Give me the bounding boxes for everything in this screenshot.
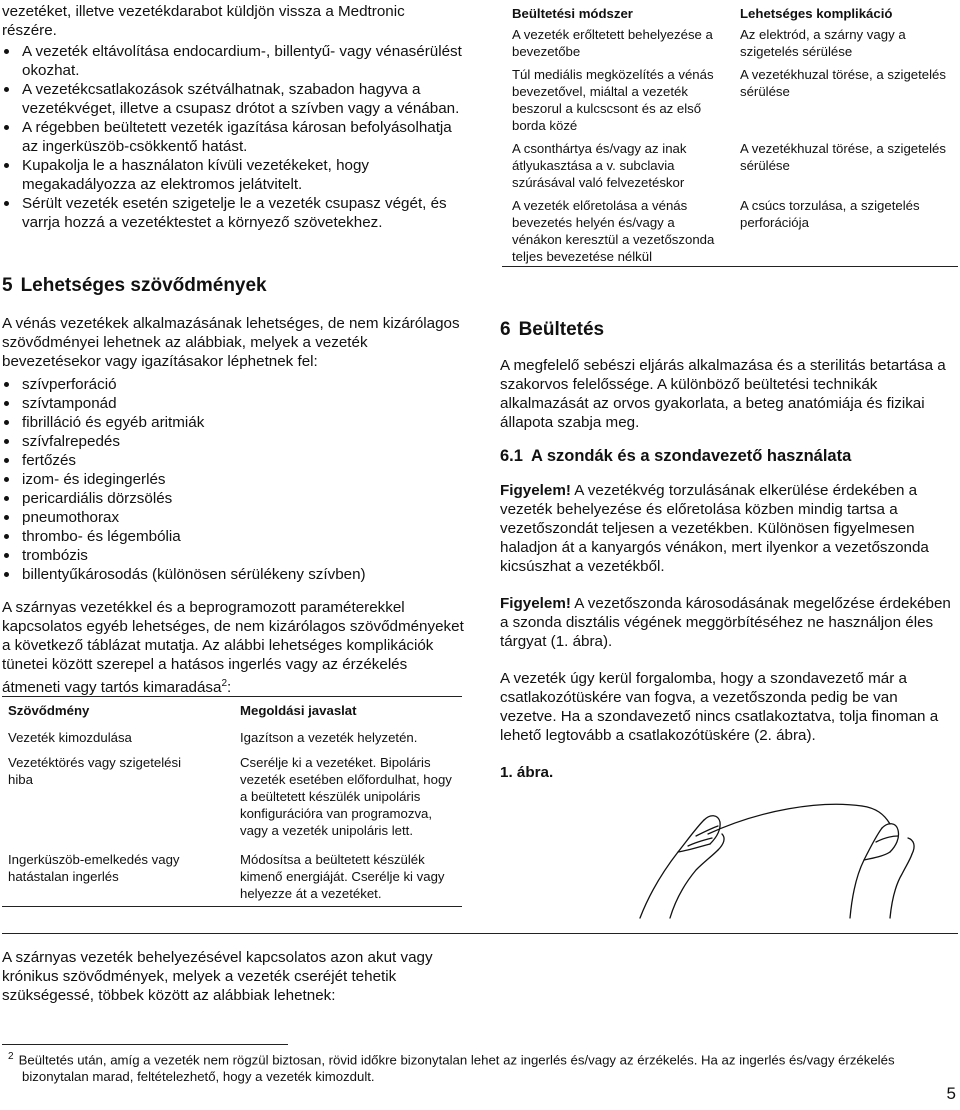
table-cell: A vezeték előretolása a vénás bevezetés helyén és/vagy a vénákon keresztül a vezetőszonda teljes bevezetése nélkül bbox=[512, 198, 715, 264]
page-number: 5 bbox=[946, 1084, 956, 1103]
table-header: Beültetési módszer bbox=[512, 6, 633, 21]
section-6 bbox=[500, 318, 958, 782]
footnote-rule bbox=[2, 1044, 288, 1045]
complications-table bbox=[8, 702, 458, 906]
list-item: szívtamponád bbox=[2, 394, 464, 413]
table-row bbox=[512, 66, 956, 140]
table-cell: A csonthártya és/vagy az inak átlyukasztása a v. subclavia szúrásával való felvezetéskor bbox=[512, 141, 687, 190]
table-cell: A vezetékhuzal törése, a szigetelés sérülése bbox=[740, 141, 946, 173]
table-header: Lehetséges komplikáció bbox=[740, 6, 893, 21]
complications-list bbox=[2, 375, 464, 584]
list-item: szívfalrepedés bbox=[2, 432, 464, 451]
table-row bbox=[512, 197, 956, 267]
list-item: A vezetékcsatlakozások szétválhatnak, szabadon hagyva a vezetékvéget, illetve a csupasz drótot a szívben vagy a vénában. bbox=[2, 80, 464, 118]
figure-label: 1. ábra. bbox=[500, 764, 554, 781]
list-item: Kupakolja le a használaton kívüli vezetékeket, hogy megakadályozza az elektromos jelátvitelt. bbox=[2, 156, 464, 194]
table-header: Szövődmény bbox=[8, 703, 90, 718]
footnote-paragraph bbox=[2, 1048, 958, 1085]
section-title: Lehetséges szövődmények bbox=[20, 275, 267, 296]
bottom-paragraph-block bbox=[2, 948, 464, 1005]
table-cell: Cserélje ki a vezetéket. Bipoláris vezeték esetében előfordulhat, hogy a beültetett készülék unipoláris konfigurációra van programozva, vagy a vezeték unipoláris lett. bbox=[240, 755, 452, 838]
warning-paragraph bbox=[500, 481, 958, 576]
table-cell: A vezetékhuzal törése, a szigetelés sérülése bbox=[740, 67, 946, 99]
section-title: Beültetés bbox=[518, 319, 605, 340]
table-top-rule bbox=[2, 696, 462, 697]
table-cell: A vezeték erőltetett behelyezése a bevezetőbe bbox=[512, 27, 713, 59]
table-header-row bbox=[8, 702, 458, 725]
section-number: 5 bbox=[2, 275, 13, 296]
paragraph-end: : bbox=[227, 679, 232, 697]
section-heading bbox=[2, 274, 464, 298]
subsection-heading bbox=[500, 446, 958, 467]
paragraph-text: A szárnyas vezetékkel és a beprogramozott paraméterekkel kapcsolatos egyéb lehetséges, de nem kizárólagos szövődményeket a következő táblázat mutatja. Az alábbi lehetséges komplikációk tünetei között szerepel a hatásos ingerlés vagy az érzékelés átmeneti vagy tartós kimaradása bbox=[2, 599, 464, 697]
table-header: Megoldási javaslat bbox=[240, 703, 357, 718]
footnote-text: Beültetés után, amíg a vezeték nem rögzül biztosan, rövid időkre bizonytalan lehet az ingerlés és/vagy az érzékelés. Ha az ingerlés és/vagy érzékelés bizonytalan marad, feltételezhető, hogy a vezeték kimozdult. bbox=[18, 1052, 895, 1085]
bottom-separator bbox=[2, 933, 958, 934]
list-item: A vezeték eltávolítása endocardium-, billentyű- vagy vénasérülést okozhat. bbox=[2, 42, 464, 80]
list-item: trombózis bbox=[2, 546, 464, 565]
footnote-ref: 2 bbox=[221, 678, 228, 689]
table-cell: Vezeték kimozdulása bbox=[8, 730, 132, 745]
section-paragraph: A megfelelő sebészi eljárás alkalmazása és a sterilitás betartása a szakorvos felelőssége. A különböző beültetési technikák alkalmazását az orvos gyakorlata, a beteg anatómiája és fizikai állapota szabja meg. bbox=[500, 357, 946, 431]
table-bottom-rule bbox=[2, 906, 462, 907]
intro-line: részére. bbox=[2, 22, 57, 39]
list-item: szívperforáció bbox=[2, 375, 464, 394]
table-row bbox=[8, 754, 458, 851]
warning-label: Figyelem! bbox=[500, 482, 571, 499]
intro-line: vezetéket, illetve vezetékdarabot küldjön vissza a Medtronic bbox=[2, 3, 405, 20]
list-item: thrombo- és légembólia bbox=[2, 527, 464, 546]
list-item: fertőzés bbox=[2, 451, 464, 470]
list-item: Sérült vezeték esetén szigetelje le a vezeték csupasz végét, és varrja hozzá a vezetéktestet a környező szövetekhez. bbox=[2, 194, 464, 232]
section-intro: A vénás vezetékek alkalmazásának lehetséges, de nem kizárólagos szövődményei lehetnek az alábbiak, melyek a vezeték bevezetésekor vagy igazításakor léphetnek fel: bbox=[2, 315, 460, 370]
table-cell: Az elektród, a szárny vagy a szigetelés sérülése bbox=[740, 27, 906, 59]
table-header-row bbox=[512, 5, 956, 26]
table-cell: Ingerküszöb-emelkedés vagy hatástalan ingerlés bbox=[8, 852, 180, 884]
footnote-mark: 2 bbox=[8, 1051, 14, 1062]
list-item: A régebben beültetett vezeték igazítása károsan befolyásolhatja az ingerküszöb-csökkentő hatást. bbox=[2, 118, 464, 156]
section-title: A szondák és a szondavezető használata bbox=[530, 447, 852, 465]
section-paragraph: A vezeték úgy kerül forgalomba, hogy a szondavezető már a csatlakozótüskére van fogva, a vezetőszonda pedig be van vezetve. Ha a szondavezető nincs csatlakoztatva, tolja finoman a lehető legtovább a csatlakozótüskére (2. ábra). bbox=[500, 670, 939, 744]
list-item: pericardiális dörzsölés bbox=[2, 489, 464, 508]
footnote bbox=[2, 1048, 958, 1085]
table-cell: Igazítson a vezeték helyzetén. bbox=[240, 730, 418, 745]
list-item: izom- és idegingerlés bbox=[2, 470, 464, 489]
table-cell: A csúcs torzulása, a szigetelés perforációja bbox=[740, 198, 920, 230]
implant-method-table bbox=[512, 5, 956, 267]
table-row bbox=[512, 26, 956, 66]
section-number: 6 bbox=[500, 319, 511, 340]
table-cell: Módosítsa a beültetett készülék kimenő energiáját. Cserélje ki vagy helyezze át a vezetéket. bbox=[240, 852, 445, 901]
bottom-paragraph: A szárnyas vezeték behelyezésével kapcsolatos azon akut vagy krónikus szövődmények, melyek a vezeték cseréjét tehetik szükségessé, többek között az alábbiak lehetnek: bbox=[2, 949, 433, 1004]
table-cell: Túl mediális megközelítés a vénás bevezetővel, miáltal a vezeték beszorul a kulcscsont és az első borda közé bbox=[512, 67, 714, 133]
table-row bbox=[8, 851, 458, 906]
list-item: billentyűkárosodás (különösen sérülékeny szívben) bbox=[2, 565, 464, 584]
warning-text: A vezetőszonda károsodásának megelőzése érdekében a szonda disztális végének meggörbítéséhez ne használjon éles tárgyat (1. ábra). bbox=[500, 595, 951, 650]
list-item: fibrilláció és egyéb aritmiák bbox=[2, 413, 464, 432]
intro-bullet-list bbox=[2, 42, 464, 232]
table-cell: Vezetéktörés vagy szigetelési hiba bbox=[8, 755, 181, 787]
table-row bbox=[8, 725, 458, 754]
warning-label: Figyelem! bbox=[500, 595, 571, 612]
section-paragraph bbox=[2, 598, 464, 697]
warning-text: A vezetékvég torzulásának elkerülése érdekében a vezeték behelyezése és előretolása közben mindig tartsa a vezetőszondát teljesen a vezetékben. Különösen figyelmesen haladjon át a kanyargós vénákon, mert ilyenkor a vezetőszonda kicsúszhat a vezetékből. bbox=[500, 482, 929, 575]
list-item: pneumothorax bbox=[2, 508, 464, 527]
left-column bbox=[2, 2, 464, 232]
table-bottom-rule bbox=[502, 266, 958, 267]
table-row bbox=[512, 140, 956, 197]
figure-1-illustration bbox=[600, 780, 940, 920]
section-number: 6.1 bbox=[500, 447, 523, 465]
section-heading bbox=[500, 318, 958, 342]
hands-stylet-drawing bbox=[600, 780, 940, 920]
warning-paragraph bbox=[500, 594, 958, 651]
section-5 bbox=[2, 274, 464, 697]
